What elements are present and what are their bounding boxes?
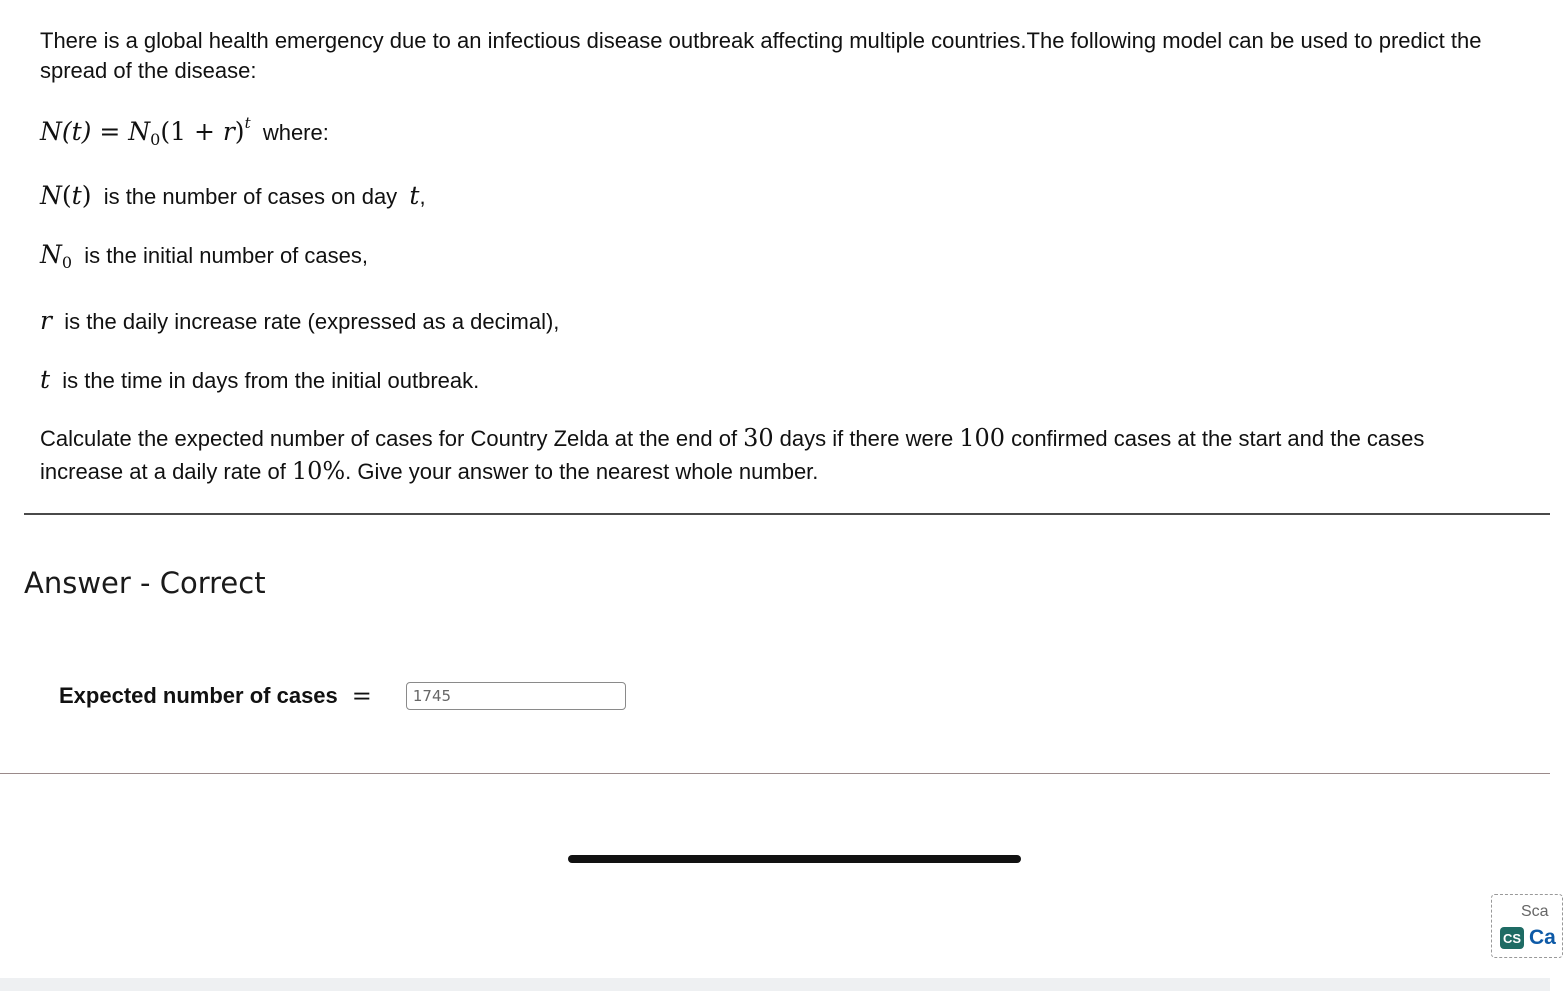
answer-label: Expected number of cases bbox=[59, 683, 338, 708]
scanner-badge bbox=[1491, 894, 1563, 958]
answer-heading: Answer - Correct bbox=[24, 566, 266, 600]
task-statement bbox=[40, 422, 1500, 488]
section-divider bbox=[24, 513, 1550, 515]
definition-nt: N(t) is the number of cases on day t, bbox=[40, 181, 426, 210]
answer-input[interactable] bbox=[406, 682, 626, 710]
definition-n0-text: is the initial number of cases, bbox=[84, 243, 368, 268]
definition-nt-text: is the number of cases on day bbox=[103, 184, 398, 209]
task-part-1: Calculate the expected number of cases for Country Zelda at the end of bbox=[40, 426, 738, 451]
question-intro: There is a global health emergency due to an infectious disease outbreak affecting multiple countries.The following model can be used to predict the spread of the disease: bbox=[40, 28, 1482, 83]
symbol-n0: $N_0$ bbox=[40, 240, 73, 272]
task-part-3: confirmed cases at the start and the cases increase at a daily rate of bbox=[40, 426, 1425, 484]
camscanner-logo-icon: CS bbox=[1500, 927, 1524, 949]
definition-t bbox=[40, 365, 1500, 396]
symbol-t-inline: t bbox=[409, 181, 420, 210]
definition-r-text: is the daily increase rate (expressed as a decimal), bbox=[64, 309, 560, 334]
definition-t-text: is the time in days from the initial outbreak. bbox=[62, 368, 480, 393]
symbol-nt: N(t) bbox=[40, 181, 92, 210]
initial-cases-value: 100 bbox=[959, 424, 1006, 452]
scanner-badge-top-text: Sca bbox=[1521, 903, 1549, 920]
formula-line bbox=[40, 108, 1500, 155]
where-label: where: bbox=[262, 120, 329, 145]
growth-formula: $N(t) = N_0(1 + r)^t$ bbox=[40, 114, 251, 149]
definition-r bbox=[40, 306, 1500, 337]
bottom-strip bbox=[0, 978, 1550, 991]
task-part-4: . Give your answer to the nearest whole number. bbox=[345, 459, 819, 484]
equals-sign: = bbox=[351, 682, 372, 710]
days-value: 30 bbox=[743, 424, 774, 452]
task-part-2: days if there were bbox=[779, 426, 954, 451]
symbol-t: t bbox=[40, 365, 51, 394]
scanner-brand-text: Ca bbox=[1529, 926, 1556, 949]
rate-value: 10% bbox=[291, 457, 346, 485]
symbol-r: r bbox=[40, 306, 52, 335]
question-text bbox=[40, 26, 1500, 488]
definition-n0 bbox=[40, 240, 1500, 278]
answer-row bbox=[59, 682, 626, 710]
bottom-divider bbox=[0, 773, 1550, 774]
home-indicator-bar[interactable] bbox=[568, 855, 1021, 863]
